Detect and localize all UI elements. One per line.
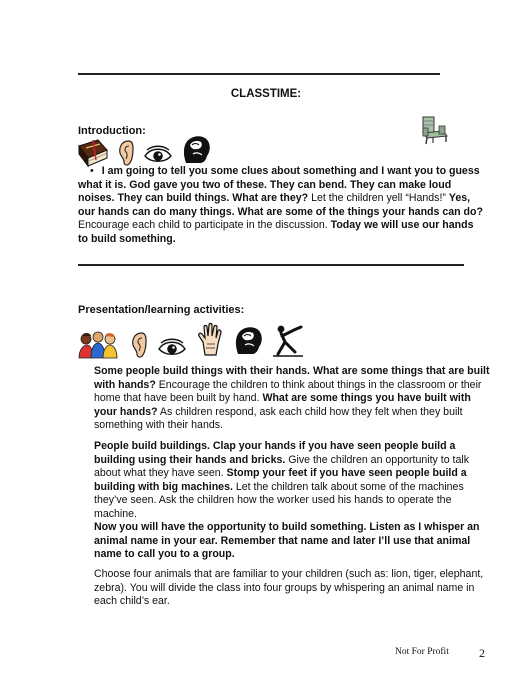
bold-text-run: Today we will use our hands to build something.	[78, 219, 474, 245]
introduction-paragraph	[78, 165, 486, 247]
text-run: Let the children yell “Hands!”	[308, 192, 449, 205]
top-divider	[78, 73, 440, 75]
presentation-paragraph-3	[94, 521, 490, 562]
ear-icon	[130, 330, 148, 360]
middle-divider	[78, 264, 464, 266]
children-group-icon	[76, 330, 120, 360]
eye-icon	[143, 145, 173, 165]
bold-text-run: Some people build things with their hands. What are some things that are built with hands?	[94, 365, 490, 391]
text-run: Let the children talk about some of the machines they’ve seen. Ask the children how the worker used his hands to operate the machine.	[94, 480, 464, 520]
hand-icon	[197, 322, 223, 356]
page-number: 2	[479, 646, 485, 660]
bold-text-run: Yes, our hands can do many things. What are some of the things your hands can do?	[78, 192, 483, 218]
presentation-heading: Presentation/learning activities:	[78, 304, 245, 316]
text-run: Choose four animals that are familiar to your children (such as: lion, tiger, elephant, zebra). You will divide the class into four groups by whispering an animal name in each child’s ear.	[94, 568, 484, 608]
bold-text-run: Now you will have the opportunity to build something. Listen as I whisper an animal name in your ear. Remember that name and later I’ll use that animal name to call you to a group.	[94, 521, 480, 561]
bold-text-run: What are some things you have built with your hands?	[94, 392, 471, 418]
text-run: As children respond, ask each child how they felt when they built something with their hands.	[94, 405, 463, 432]
bullet: •	[90, 165, 94, 177]
ear-icon	[117, 138, 135, 168]
text-run: Give the children an opportunity to talk about what they have seen.	[94, 453, 470, 480]
presentation-paragraph-1	[94, 365, 490, 433]
bold-text-run: I am going to tell you some clues about something and I want you to guess what it is. God gave you two of these. They can bend. They can make loud noises. They can build things. What are they?	[78, 165, 480, 205]
chair-icon	[419, 112, 451, 146]
head-thinking-icon	[232, 324, 264, 358]
text-run: Encourage the children to think about things in the classroom or their home that have been built by hand.	[94, 378, 482, 405]
bold-text-run: People build buildings. Clap your hands if you have seen people build a building using their hands and bricks.	[94, 440, 456, 466]
presentation-paragraph-4	[94, 568, 490, 609]
eye-icon	[157, 338, 187, 358]
bold-text-run: Stomp your feet if you have seen people build a building with big machines.	[94, 467, 467, 493]
head-thinking-icon	[180, 133, 212, 167]
text-run: Encourage each child to participate in the discussion.	[78, 219, 331, 232]
section-title: CLASSTIME:	[230, 88, 302, 100]
stretching-person-icon	[271, 324, 305, 358]
presentation-paragraph-2	[94, 440, 490, 522]
footer-text: Not For Profit	[395, 647, 449, 657]
introduction-heading: Introduction:	[78, 125, 146, 137]
